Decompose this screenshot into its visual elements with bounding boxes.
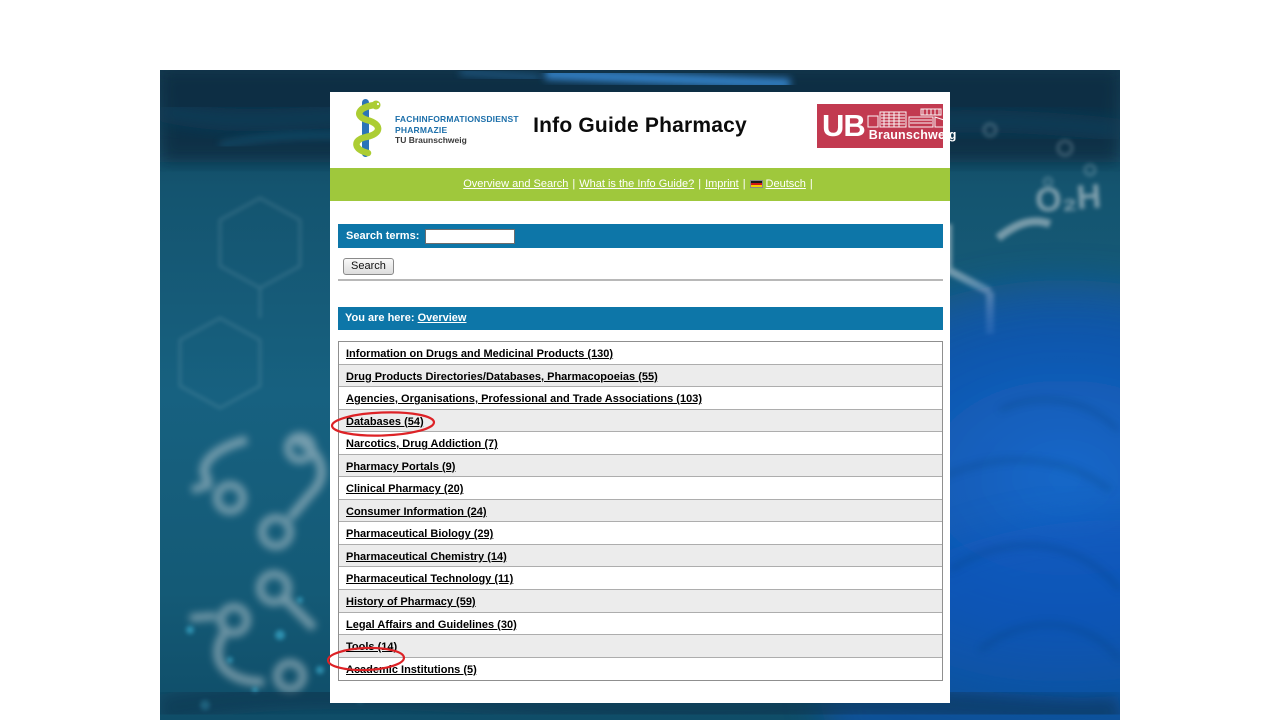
category-link-academic-institutions[interactable]: Academic Institutions (5) — [346, 663, 477, 676]
german-flag-icon — [750, 180, 763, 188]
nav-link-deutsch-label: Deutsch — [765, 178, 806, 190]
category-row — [339, 658, 942, 681]
category-link-legal-affairs[interactable]: Legal Affairs and Guidelines (30) — [346, 618, 517, 631]
category-row — [339, 387, 942, 410]
breadcrumb — [338, 307, 943, 330]
category-list — [338, 341, 943, 681]
category-link-tools[interactable]: Tools (14) — [346, 641, 398, 654]
category-row — [339, 365, 942, 388]
category-row — [339, 613, 942, 636]
nav-link-deutsch[interactable] — [750, 178, 806, 190]
category-row — [339, 545, 942, 568]
category-link-narcotics-drug-addiction[interactable]: Narcotics, Drug Addiction (7) — [346, 438, 498, 451]
nav-link-overview-and-search[interactable]: Overview and Search — [463, 178, 569, 190]
main-nav — [330, 168, 950, 201]
ub-logo-city: Braunschweig — [868, 128, 957, 142]
category-link-information-on-drugs[interactable]: Information on Drugs and Medicinal Products (130) — [346, 348, 614, 360]
category-row — [339, 522, 942, 545]
content-divider — [338, 279, 943, 281]
category-link-pharmacy-portals[interactable]: Pharmacy Portals (9) — [346, 460, 456, 473]
category-row — [339, 500, 942, 523]
fid-logo-line2: PHARMAZIE — [395, 124, 448, 135]
fid-logo-line3: TU Braunschweig — [395, 135, 467, 145]
search-button[interactable]: Search — [343, 258, 394, 275]
background-chemical-formula: O₂H — [1033, 177, 1103, 220]
breadcrumb-link-overview[interactable]: Overview — [417, 312, 467, 324]
content-panel — [330, 92, 957, 703]
nav-link-imprint[interactable]: Imprint — [705, 178, 739, 190]
fid-logo-line1: FACHINFORMATIONSDIENST — [395, 114, 519, 124]
category-row — [339, 342, 942, 365]
category-link-history-of-pharmacy[interactable]: History of Pharmacy (59) — [346, 596, 476, 609]
nav-separator: | — [572, 178, 576, 190]
search-label: Search terms: — [346, 230, 420, 242]
nav-link-what-is-info-guide[interactable]: What is the Info Guide? — [579, 178, 695, 190]
breadcrumb-prefix: You are here: — [345, 312, 415, 324]
category-row — [339, 477, 942, 500]
category-row — [339, 432, 942, 455]
category-row — [339, 635, 942, 658]
nav-separator: | — [809, 178, 813, 190]
category-row — [339, 567, 942, 590]
category-link-pharmaceutical-technology[interactable]: Pharmaceutical Technology (11) — [346, 573, 514, 586]
category-link-clinical-pharmacy[interactable]: Clinical Pharmacy (20) — [346, 483, 464, 496]
category-link-databases[interactable]: Databases (54) — [346, 415, 424, 428]
nav-separator: | — [698, 178, 702, 190]
nav-separator: | — [742, 178, 746, 190]
category-link-pharmaceutical-biology[interactable]: Pharmaceutical Biology (29) — [346, 528, 494, 541]
category-link-consumer-information[interactable]: Consumer Information (24) — [346, 505, 487, 518]
ub-braunschweig-logo — [817, 104, 957, 148]
library-building-icon — [867, 108, 949, 128]
search-bar — [338, 224, 943, 248]
category-row — [339, 455, 942, 478]
category-row — [339, 590, 942, 613]
page-title: Info Guide Pharmacy — [533, 114, 747, 137]
category-link-drug-products-directories[interactable]: Drug Products Directories/Databases, Pharmacopoeias (55) — [346, 370, 658, 383]
ub-logo-abbr: UB — [822, 108, 865, 143]
category-link-pharmaceutical-chemistry[interactable]: Pharmaceutical Chemistry (14) — [346, 550, 507, 563]
search-input[interactable] — [425, 229, 515, 244]
category-row — [339, 410, 942, 433]
category-link-agencies-organisations[interactable]: Agencies, Organisations, Professional and Trade Associations (103) — [346, 393, 702, 406]
